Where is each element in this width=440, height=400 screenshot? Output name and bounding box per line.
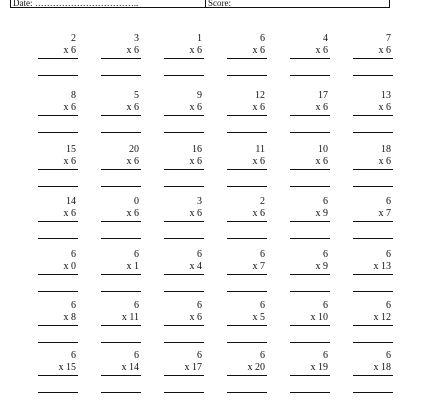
answer-line[interactable] <box>101 75 141 76</box>
multiplicand: 2 <box>260 196 265 207</box>
multiplier: x 9 <box>315 261 328 272</box>
answer-line[interactable] <box>227 392 267 393</box>
multiplier: x 6 <box>126 45 139 56</box>
problem-item <box>353 196 393 244</box>
answer-line[interactable] <box>164 238 204 239</box>
product-rule <box>101 221 141 222</box>
problem-item <box>290 144 330 192</box>
answer-line[interactable] <box>101 342 141 343</box>
answer-line[interactable] <box>290 342 330 343</box>
product-rule <box>38 115 78 116</box>
answer-line[interactable] <box>290 291 330 292</box>
answer-line[interactable] <box>353 342 393 343</box>
problem-item <box>290 90 330 138</box>
product-rule <box>164 221 204 222</box>
problem-item <box>101 33 141 81</box>
multiplier: x 7 <box>378 208 391 219</box>
multiplier: x 6 <box>378 102 391 113</box>
answer-line[interactable] <box>38 392 78 393</box>
product-rule <box>101 58 141 59</box>
answer-line[interactable] <box>353 238 393 239</box>
answer-line[interactable] <box>38 238 78 239</box>
product-rule <box>38 58 78 59</box>
product-rule <box>164 115 204 116</box>
problem-item <box>38 249 78 297</box>
multiplier: x 6 <box>252 208 265 219</box>
multiplicand: 6 <box>260 249 265 260</box>
problem-item <box>227 33 267 81</box>
multiplier: x 0 <box>63 261 76 272</box>
multiplier: x 1 <box>126 261 139 272</box>
multiplier: x 5 <box>252 312 265 323</box>
product-rule <box>353 115 393 116</box>
answer-line[interactable] <box>101 238 141 239</box>
multiplier: x 6 <box>63 208 76 219</box>
multiplicand: 7 <box>386 33 391 44</box>
product-rule <box>227 274 267 275</box>
multiplier: x 19 <box>310 362 328 373</box>
multiplier: x 6 <box>63 102 76 113</box>
product-rule <box>38 274 78 275</box>
problem-item <box>164 300 204 348</box>
answer-line[interactable] <box>227 291 267 292</box>
multiplier: x 20 <box>247 362 265 373</box>
problem-item <box>38 144 78 192</box>
answer-line[interactable] <box>38 186 78 187</box>
problem-item <box>101 90 141 138</box>
problem-item <box>353 33 393 81</box>
multiplier: x 18 <box>373 362 391 373</box>
answer-line[interactable] <box>353 75 393 76</box>
product-rule <box>290 169 330 170</box>
multiplicand: 14 <box>66 196 76 207</box>
problem-item <box>164 196 204 244</box>
product-rule <box>353 169 393 170</box>
answer-line[interactable] <box>290 238 330 239</box>
answer-line[interactable] <box>353 186 393 187</box>
problem-item <box>227 249 267 297</box>
problem-item <box>290 196 330 244</box>
multiplier: x 7 <box>252 261 265 272</box>
answer-line[interactable] <box>227 75 267 76</box>
product-rule <box>227 375 267 376</box>
product-rule <box>227 221 267 222</box>
problem-item <box>38 90 78 138</box>
product-rule <box>353 58 393 59</box>
problem-item <box>227 90 267 138</box>
multiplicand: 6 <box>197 249 202 260</box>
product-rule <box>227 325 267 326</box>
multiplier: x 14 <box>121 362 139 373</box>
multiplier: x 6 <box>189 45 202 56</box>
multiplier: x 15 <box>58 362 76 373</box>
multiplier: x 6 <box>315 102 328 113</box>
multiplier: x 6 <box>189 102 202 113</box>
multiplicand: 6 <box>323 249 328 260</box>
multiplicand: 6 <box>260 350 265 361</box>
answer-line[interactable] <box>164 75 204 76</box>
multiplicand: 10 <box>318 144 328 155</box>
multiplicand: 6 <box>134 300 139 311</box>
multiplicand: 18 <box>381 144 391 155</box>
multiplier: x 6 <box>315 156 328 167</box>
answer-line[interactable] <box>101 392 141 393</box>
problem-item <box>101 350 141 398</box>
multiplicand: 3 <box>197 196 202 207</box>
multiplicand: 20 <box>129 144 139 155</box>
multiplicand: 6 <box>386 196 391 207</box>
answer-line[interactable] <box>164 186 204 187</box>
answer-line[interactable] <box>353 291 393 292</box>
product-rule <box>164 375 204 376</box>
multiplicand: 6 <box>134 350 139 361</box>
multiplier: x 6 <box>189 156 202 167</box>
product-rule <box>227 115 267 116</box>
product-rule <box>38 375 78 376</box>
multiplier: x 6 <box>252 45 265 56</box>
product-rule <box>290 325 330 326</box>
problem-item <box>353 350 393 398</box>
multiplicand: 4 <box>323 33 328 44</box>
answer-line[interactable] <box>290 132 330 133</box>
multiplicand: 6 <box>323 350 328 361</box>
answer-line[interactable] <box>164 392 204 393</box>
problem-item <box>101 144 141 192</box>
product-rule <box>101 169 141 170</box>
multiplicand: 3 <box>134 33 139 44</box>
product-rule <box>164 325 204 326</box>
answer-line[interactable] <box>353 392 393 393</box>
multiplicand: 6 <box>71 350 76 361</box>
date-field: Date: …………………………….. <box>11 0 206 7</box>
multiplier: x 13 <box>373 261 391 272</box>
problem-item <box>101 249 141 297</box>
multiplicand: 16 <box>192 144 202 155</box>
multiplicand: 12 <box>255 90 265 101</box>
problem-item <box>290 33 330 81</box>
answer-line[interactable] <box>38 342 78 343</box>
product-rule <box>101 325 141 326</box>
problem-item <box>227 196 267 244</box>
problem-item <box>353 144 393 192</box>
multiplier: x 6 <box>189 312 202 323</box>
problem-item <box>353 300 393 348</box>
product-rule <box>290 274 330 275</box>
multiplicand: 11 <box>255 144 265 155</box>
answer-line[interactable] <box>101 186 141 187</box>
multiplier: x 6 <box>63 156 76 167</box>
multiplier: x 6 <box>189 208 202 219</box>
problem-item <box>164 350 204 398</box>
problem-item <box>227 144 267 192</box>
answer-line[interactable] <box>101 291 141 292</box>
multiplier: x 10 <box>310 312 328 323</box>
multiplier: x 12 <box>373 312 391 323</box>
score-field: Score: <box>208 0 231 7</box>
multiplicand: 6 <box>386 300 391 311</box>
problem-item <box>38 300 78 348</box>
multiplicand: 6 <box>260 33 265 44</box>
problem-item <box>164 144 204 192</box>
product-rule <box>353 274 393 275</box>
multiplicand: 0 <box>134 196 139 207</box>
multiplier: x 6 <box>252 156 265 167</box>
problem-item <box>290 350 330 398</box>
product-rule <box>101 274 141 275</box>
product-rule <box>38 221 78 222</box>
multiplier: x 6 <box>252 102 265 113</box>
problem-item <box>38 196 78 244</box>
multiplicand: 6 <box>71 249 76 260</box>
product-rule <box>101 375 141 376</box>
product-rule <box>38 325 78 326</box>
answer-line[interactable] <box>164 342 204 343</box>
answer-line[interactable] <box>164 132 204 133</box>
product-rule <box>353 375 393 376</box>
multiplicand: 6 <box>323 196 328 207</box>
multiplier: x 11 <box>121 312 139 323</box>
multiplicand: 1 <box>197 33 202 44</box>
answer-line[interactable] <box>290 75 330 76</box>
multiplicand: 2 <box>71 33 76 44</box>
answer-line[interactable] <box>101 132 141 133</box>
multiplicand: 6 <box>197 350 202 361</box>
product-rule <box>290 58 330 59</box>
answer-line[interactable] <box>38 291 78 292</box>
product-rule <box>227 58 267 59</box>
problem-item <box>101 196 141 244</box>
answer-line[interactable] <box>290 392 330 393</box>
multiplicand: 6 <box>323 300 328 311</box>
answer-line[interactable] <box>227 238 267 239</box>
product-rule <box>353 325 393 326</box>
multiplier: x 6 <box>126 208 139 219</box>
answer-line[interactable] <box>353 132 393 133</box>
problem-item <box>353 90 393 138</box>
answer-line[interactable] <box>227 342 267 343</box>
multiplicand: 6 <box>260 300 265 311</box>
problem-item <box>164 90 204 138</box>
problem-item <box>353 249 393 297</box>
product-rule <box>290 375 330 376</box>
problem-item <box>164 249 204 297</box>
multiplicand: 17 <box>318 90 328 101</box>
problem-item <box>101 300 141 348</box>
problem-item <box>38 33 78 81</box>
multiplier: x 8 <box>63 312 76 323</box>
problem-item <box>227 350 267 398</box>
multiplier: x 6 <box>378 45 391 56</box>
multiplier: x 17 <box>184 362 202 373</box>
answer-line[interactable] <box>227 132 267 133</box>
product-rule <box>164 274 204 275</box>
multiplicand: 6 <box>197 300 202 311</box>
product-rule <box>353 221 393 222</box>
multiplicand: 6 <box>386 249 391 260</box>
multiplicand: 6 <box>386 350 391 361</box>
multiplicand: 6 <box>134 249 139 260</box>
problem-item <box>290 300 330 348</box>
product-rule <box>227 169 267 170</box>
answer-line[interactable] <box>227 186 267 187</box>
answer-line[interactable] <box>290 186 330 187</box>
multiplier: x 4 <box>189 261 202 272</box>
problem-item <box>290 249 330 297</box>
product-rule <box>290 115 330 116</box>
multiplier: x 6 <box>315 45 328 56</box>
multiplier: x 6 <box>126 156 139 167</box>
multiplier: x 9 <box>315 208 328 219</box>
multiplier: x 6 <box>126 102 139 113</box>
multiplier: x 6 <box>378 156 391 167</box>
answer-line[interactable] <box>38 132 78 133</box>
product-rule <box>164 58 204 59</box>
multiplicand: 9 <box>197 90 202 101</box>
problem-item <box>164 33 204 81</box>
multiplicand: 6 <box>71 300 76 311</box>
problem-item <box>227 300 267 348</box>
answer-line[interactable] <box>38 75 78 76</box>
product-rule <box>290 221 330 222</box>
multiplicand: 5 <box>134 90 139 101</box>
product-rule <box>164 169 204 170</box>
multiplicand: 13 <box>381 90 391 101</box>
answer-line[interactable] <box>164 291 204 292</box>
multiplicand: 8 <box>71 90 76 101</box>
multiplier: x 6 <box>63 45 76 56</box>
problem-item <box>38 350 78 398</box>
multiplicand: 15 <box>66 144 76 155</box>
product-rule <box>38 169 78 170</box>
product-rule <box>101 115 141 116</box>
